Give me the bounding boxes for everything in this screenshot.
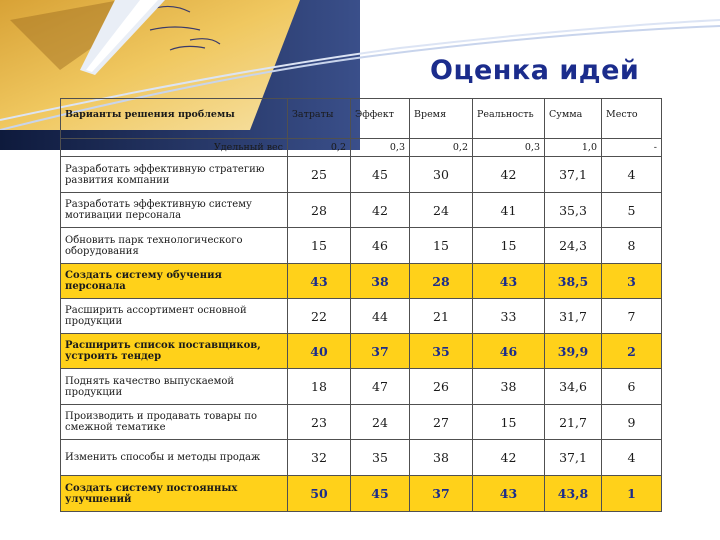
score-sum: 31,7	[545, 299, 602, 334]
score-sum: 38,5	[545, 264, 602, 299]
score-time: 15	[410, 228, 473, 264]
score-reality: 42	[473, 157, 545, 193]
score-place: 8	[602, 228, 662, 264]
header-variants: Варианты решения проблемы	[61, 99, 288, 139]
idea-name: Производить и продавать товары по смежной тематике	[61, 405, 288, 440]
table-row	[61, 476, 662, 512]
score-effect: 37	[351, 334, 410, 369]
table-header-row	[61, 99, 662, 139]
score-time: 28	[410, 264, 473, 299]
score-time: 37	[410, 476, 473, 512]
score-time: 21	[410, 299, 473, 334]
score-effect: 38	[351, 264, 410, 299]
score-reality: 43	[473, 476, 545, 512]
score-place: 5	[602, 193, 662, 228]
idea-name: Поднять качество выпускаемой продукции	[61, 369, 288, 405]
score-place: 9	[602, 405, 662, 440]
score-reality: 41	[473, 193, 545, 228]
table-row	[61, 334, 662, 369]
weight-reality: 0,3	[473, 139, 545, 157]
score-sum: 34,6	[545, 369, 602, 405]
score-time: 24	[410, 193, 473, 228]
score-sum: 43,8	[545, 476, 602, 512]
score-time: 38	[410, 440, 473, 476]
score-costs: 40	[288, 334, 351, 369]
score-time: 26	[410, 369, 473, 405]
table-row	[61, 299, 662, 334]
idea-name: Изменить способы и методы продаж	[61, 440, 288, 476]
score-place: 7	[602, 299, 662, 334]
score-effect: 42	[351, 193, 410, 228]
score-effect: 44	[351, 299, 410, 334]
idea-name: Создать систему постоянных улучшений	[61, 476, 288, 512]
header-reality: Реальность	[473, 99, 545, 139]
weight-effect: 0,3	[351, 139, 410, 157]
score-place: 4	[602, 440, 662, 476]
table-row	[61, 157, 662, 193]
score-costs: 43	[288, 264, 351, 299]
score-sum: 24,3	[545, 228, 602, 264]
score-sum: 37,1	[545, 157, 602, 193]
score-time: 30	[410, 157, 473, 193]
weight-label: Удельный вес	[61, 139, 288, 157]
ideas-evaluation-table	[60, 98, 662, 512]
score-sum: 35,3	[545, 193, 602, 228]
score-time: 35	[410, 334, 473, 369]
score-place: 6	[602, 369, 662, 405]
score-effect: 35	[351, 440, 410, 476]
page-title: Оценка идей	[430, 55, 640, 86]
score-sum: 37,1	[545, 440, 602, 476]
score-effect: 47	[351, 369, 410, 405]
score-effect: 46	[351, 228, 410, 264]
table-row	[61, 440, 662, 476]
table-row	[61, 228, 662, 264]
table-row	[61, 193, 662, 228]
table-row	[61, 264, 662, 299]
weight-row	[61, 139, 662, 157]
idea-name: Расширить список поставщиков, устроить тендер	[61, 334, 288, 369]
score-costs: 23	[288, 405, 351, 440]
weight-sum: 1,0	[545, 139, 602, 157]
score-time: 27	[410, 405, 473, 440]
score-reality: 33	[473, 299, 545, 334]
score-costs: 18	[288, 369, 351, 405]
score-place: 4	[602, 157, 662, 193]
score-effect: 24	[351, 405, 410, 440]
score-reality: 43	[473, 264, 545, 299]
header-costs: Затраты	[288, 99, 351, 139]
score-costs: 50	[288, 476, 351, 512]
score-effect: 45	[351, 157, 410, 193]
score-sum: 39,9	[545, 334, 602, 369]
header-time: Время	[410, 99, 473, 139]
idea-name: Создать систему обучения персонала	[61, 264, 288, 299]
score-place: 3	[602, 264, 662, 299]
table-row	[61, 405, 662, 440]
score-effect: 45	[351, 476, 410, 512]
score-reality: 15	[473, 405, 545, 440]
weight-place: -	[602, 139, 662, 157]
idea-name: Разработать эффективную стратегию развития компании	[61, 157, 288, 193]
header-effect: Эффект	[351, 99, 410, 139]
score-reality: 38	[473, 369, 545, 405]
score-reality: 46	[473, 334, 545, 369]
idea-name: Расширить ассортимент основной продукции	[61, 299, 288, 334]
score-costs: 15	[288, 228, 351, 264]
score-costs: 28	[288, 193, 351, 228]
table-row	[61, 369, 662, 405]
weight-costs: 0,2	[288, 139, 351, 157]
score-reality: 42	[473, 440, 545, 476]
score-reality: 15	[473, 228, 545, 264]
score-sum: 21,7	[545, 405, 602, 440]
idea-name: Обновить парк технологического оборудования	[61, 228, 288, 264]
idea-name: Разработать эффективную систему мотивации персонала	[61, 193, 288, 228]
header-place: Место	[602, 99, 662, 139]
score-costs: 25	[288, 157, 351, 193]
weight-time: 0,2	[410, 139, 473, 157]
score-place: 2	[602, 334, 662, 369]
score-costs: 22	[288, 299, 351, 334]
score-costs: 32	[288, 440, 351, 476]
header-sum: Сумма	[545, 99, 602, 139]
score-place: 1	[602, 476, 662, 512]
